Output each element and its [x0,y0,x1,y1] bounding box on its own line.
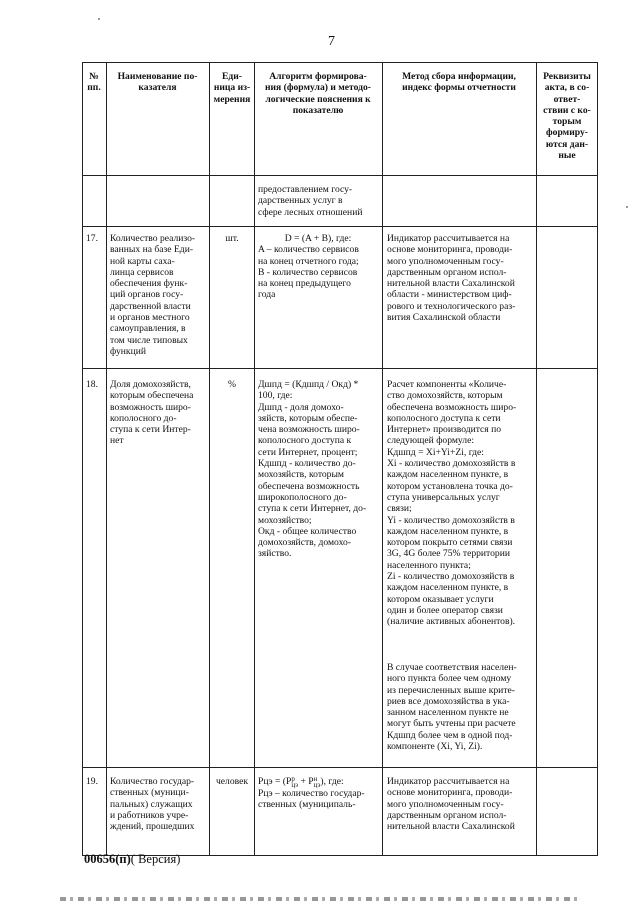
document-footer: 00656(п)( Версия) [84,852,181,866]
row-18-num: 18. [86,379,98,390]
row-border [82,767,597,768]
header-name: Наименование по- казателя [117,71,198,94]
row-19-unit: человек [215,776,249,787]
header-algorithm: Алгоритм формирова- ния (формула) и методо- логические пояснения к показателю [265,71,371,116]
row-17-unit: шт. [225,233,239,244]
row-17-formula: D = (A + B), где: [284,233,352,244]
row-17-algorithm: A – количество сервисов на конец отчетного года; B - количество сервисов на конец предыдущего года [258,244,359,301]
header-requisites: Реквизиты акта, в со- ответ- ствии с ко- торым формиру- ются дан- ные [543,71,591,162]
continuation-algorithm: предоставлением госу- дарственных услуг в сфере лесных отношений [258,184,363,218]
row-17-method: Индикатор рассчитывается на основе мониторинга, проводи- мого уполномоченным госу- дарственным органом испол- нительной власти Сахалинской области - министерством циф- рового и технологического раз- вития Сахалинской области [387,233,516,324]
scan-speck [98,18,100,20]
row-19-method: Индикатор рассчитывается на основе мониторинга, проводи- мого уполномоченным госу- дарственным органом испол- нительной власти Сахалинской [387,776,515,833]
row-18-method-note: В случае соответствия населен- ного пункта более чем одному из перечисленных выше крите- риев все домохозяйства в ука- занном населенном пункте не могут быть учтены при расчете Кдшпд более чем в одной под- компоненте (Xi, Yi, Zi). [387,662,517,753]
indicator-table [82,62,597,856]
row-17-name: Количество реализо- ванных на базе Еди- ной карты саха- линца сервисов обеспечения функ- ций органов госу- дарственной власти и органов местного самоуправления, в том числе типовых функций [110,233,196,357]
col-border [536,62,537,856]
col-border [209,62,210,856]
col-border [597,62,598,856]
row-19-num: 19. [86,776,98,787]
row-border [82,368,597,369]
row-17-num: 17. [86,233,98,244]
row-18-algorithm: Дшпд = (Кдшпд / Окд) * 100, где: Дшпд - доля домохо- зяйств, которым обеспе- чена возможность широ- кополосного доступа к сети Интернет, процент; Кдшпд - количество до- мохозяйств, которым обеспечена возможность широкополосного до- ступа к сети Интернет, до- мохозяйство; Окд - общее количество домохозяйств, домохо- зяйство. [258,379,367,560]
row-19-algorithm: Рцэ – количество государ- ственных (муниципаль- [258,788,365,811]
col-border [82,62,83,856]
page-number: 7 [328,34,335,49]
row-18-name: Доля домохозяйств, которым обеспечена возможность широ- кополосного до- ступа к сети Интер- нет [110,379,194,447]
row-19-formula: Рцэ = (Рр цэ + Рн цэ), где: [258,775,344,789]
row-19-name: Количество государ- ственных (муници- пальных) служащих и работников учре- ждений, прошедших [110,776,195,833]
row-border [82,62,597,63]
row-border [82,175,597,176]
header-unit: Еди- ница из- мерения [213,71,251,105]
row-18-unit: % [228,379,236,390]
col-border [254,62,255,856]
header-method: Метод сбора информации, индекс формы отчетности [402,71,516,94]
header-num: № пп. [87,71,101,94]
row-border [82,226,597,227]
scan-artifact-strip [60,897,580,901]
col-border [382,62,383,856]
row-18-method: Расчет компоненты «Количе- ство домохозяйств, которым обеспечена возможность широ- кополосного доступа к сети Интернет» производится по следующей формуле: Кдшпд = Xi+Yi+Zi, где: Xi - количество домохозяйств в каждом населенном пункте, в котором установлена точка до- ступа универсальных услуг связи; Yi - количество домохозяйств в каждом населенном пункте, в котором покрыто сетями связи 3G, 4G более 75% территории населенного пункта; Zi - количество домохозяйств в каждом населенном пункте, в котором оказывает услуги один и более оператор связи (наличие активных абонентов). [387,379,517,628]
scan-speck [626,206,628,208]
col-border [106,62,107,856]
